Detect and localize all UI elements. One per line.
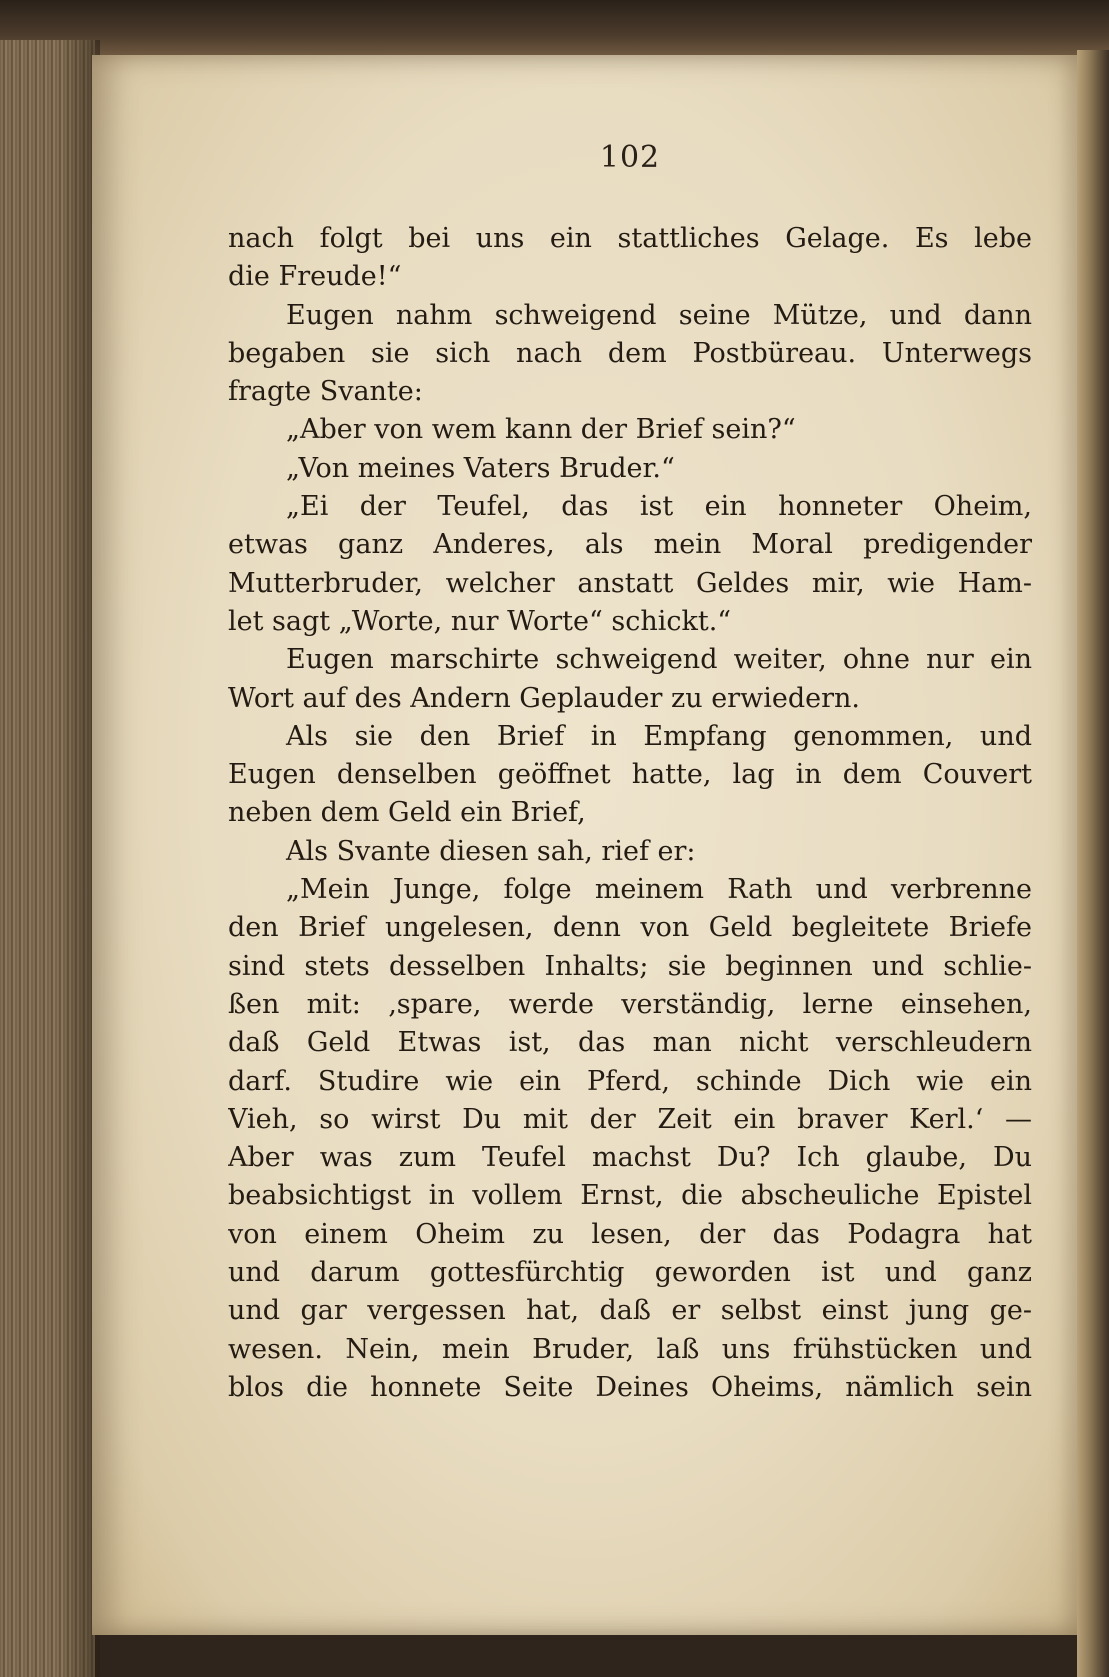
- text-line: „Mein Junge, folge meinem Rath und verbrenne: [286, 874, 1032, 906]
- text-line: fragte Svante:: [228, 376, 423, 408]
- text-line: daß Geld Etwas ist, das man nicht verschleudern: [228, 1027, 1032, 1059]
- text-line: Mutterbruder, welcher anstatt Geldes mir, wie Ham-: [228, 567, 1032, 599]
- text-line: wesen. Nein, mein Bruder, laß uns frühstücken und: [228, 1333, 1032, 1365]
- text-line: und gar vergessen hat, daß er selbst einst jung ge-: [228, 1295, 1032, 1327]
- text-line: sind stets desselben Inhalts; sie beginnen und schlie-: [228, 950, 1032, 982]
- page-number: 102: [599, 140, 661, 175]
- text-line: etwas ganz Anderes, als mein Moral predigender: [228, 529, 1032, 561]
- text-line: beabsichtigst in vollem Ernst, die abscheuliche Epistel: [228, 1180, 1032, 1212]
- text-line: ßen mit: ‚spare, werde verständig, lerne einsehen,: [228, 988, 1032, 1020]
- text-line: Vieh, so wirst Du mit der Zeit ein braver Kerl.‘ —: [228, 1103, 1032, 1135]
- text-line: begaben sie sich nach dem Postbüreau. Unterwegs: [228, 337, 1032, 369]
- text-line: „Aber von wem kann der Brief sein?“: [286, 414, 796, 446]
- book-right-edge: [1077, 50, 1109, 1677]
- text-line: von einem Oheim zu lesen, der das Podagra hat: [228, 1218, 1032, 1250]
- body-text: [228, 220, 1032, 1407]
- text-line: Als sie den Brief in Empfang genommen, und: [286, 720, 1032, 752]
- text-line: die Freude!“: [228, 261, 402, 293]
- text-line: Aber was zum Teufel machst Du? Ich glaube, Du: [228, 1142, 1032, 1174]
- text-line: Eugen nahm schweigend seine Mütze, und dann: [286, 299, 1032, 331]
- text-line: neben dem Geld ein Brief,: [228, 797, 586, 829]
- text-line: let sagt „Worte, nur Worte“ schickt.“: [228, 605, 732, 637]
- text-line: Eugen denselben geöffnet hatte, lag in dem Couvert: [228, 759, 1032, 791]
- text-line: „Ei der Teufel, das ist ein honneter Oheim,: [286, 491, 1032, 523]
- book-top-edge: [0, 0, 1109, 62]
- text-line: blos die honnete Seite Deines Oheims, nämlich sein: [228, 1371, 1032, 1403]
- text-line: nach folgt bei uns ein stattliches Gelage. Es lebe: [228, 223, 1032, 254]
- text-line: Als Svante diesen sah, rief er:: [286, 835, 696, 867]
- text-line: den Brief ungelesen, denn von Geld begleitete Briefe: [228, 912, 1032, 944]
- text-line: „Von meines Vaters Bruder.“: [286, 452, 675, 484]
- text-line: und darum gottesfürchtig geworden ist und ganz: [228, 1257, 1032, 1289]
- text-line: darf. Studire wie ein Pferd, schinde Dich wie ein: [228, 1065, 1032, 1097]
- text-line: Wort auf des Andern Geplauder zu erwiedern.: [228, 682, 860, 714]
- text-line: Eugen marschirte schweigend weiter, ohne nur ein: [286, 644, 1032, 676]
